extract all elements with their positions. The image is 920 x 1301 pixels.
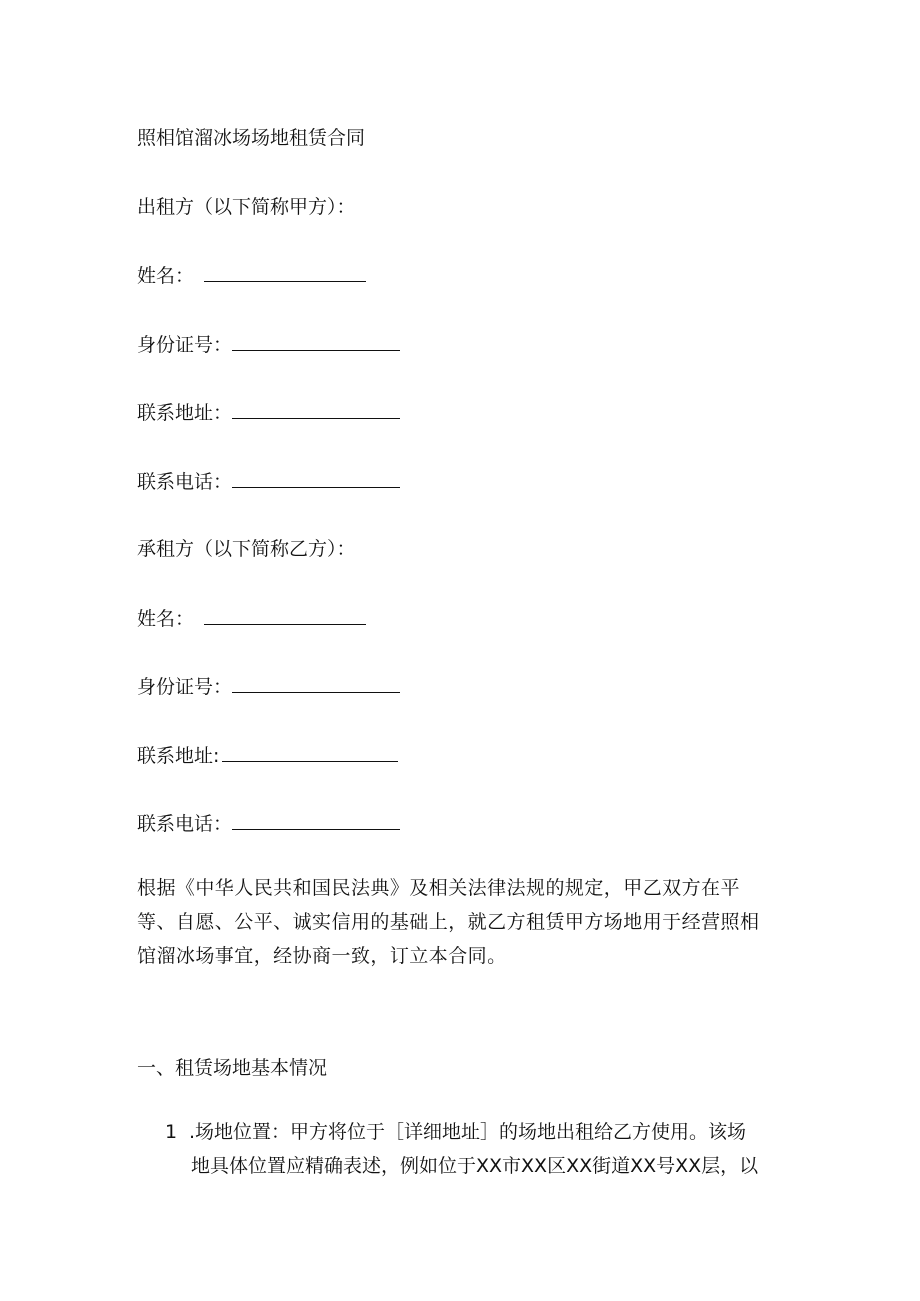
lessee-heading: 承租方（以下简称乙方）： — [137, 538, 356, 560]
preamble-line: 根据《中华人民共和国民法典》及相关法律法规的规定，甲乙双方在平 — [137, 877, 740, 899]
preamble-line: 馆溜冰场事宜，经协商一致，订立本合同。 — [137, 945, 507, 967]
lessee-name-label: 姓名： — [137, 608, 195, 630]
lessor-id-row — [137, 332, 400, 357]
lessee-name-row — [137, 606, 366, 631]
list-item — [165, 1115, 785, 1183]
lessee-id-blank[interactable] — [232, 674, 400, 693]
lessor-address-label: 联系地址： — [137, 402, 233, 424]
item-number: 1 — [165, 1121, 178, 1143]
lessor-phone-label: 联系电话： — [137, 471, 233, 493]
item-text-line: .场地位置：甲方将位于［详细地址］的场地出租给乙方使用。该场 — [189, 1121, 747, 1143]
section-heading: 一、租赁场地基本情况 — [137, 1057, 328, 1079]
lessor-heading: 出租方（以下简称甲方）： — [137, 196, 356, 218]
lessee-address-blank[interactable] — [222, 743, 398, 762]
lessor-id-blank[interactable] — [232, 332, 400, 351]
lessor-name-blank[interactable] — [204, 263, 366, 282]
preamble-line: 等、自愿、公平、诚实信用的基础上，就乙方租赁甲方场地用于经营照相 — [137, 911, 760, 933]
preamble-paragraph — [137, 871, 787, 973]
lessee-phone-blank[interactable] — [232, 811, 400, 830]
item-text-line: 地具体位置应精确表述，例如位于XX市XX区XX街道XX号XX层，以 — [191, 1155, 759, 1177]
lessee-address-label: 联系地址: — [137, 745, 220, 767]
lessee-id-row — [137, 674, 400, 699]
lessor-address-row — [137, 400, 400, 425]
lessor-address-blank[interactable] — [232, 400, 400, 419]
lessee-id-label: 身份证号： — [137, 676, 233, 698]
lessee-phone-label: 联系电话： — [137, 813, 233, 835]
lessor-name-row — [137, 263, 366, 288]
lessor-id-label: 身份证号： — [137, 334, 233, 356]
lessor-name-label: 姓名： — [137, 265, 195, 287]
contract-title: 照相馆溜冰场场地租赁合同 — [137, 127, 366, 149]
lessee-name-blank[interactable] — [204, 606, 366, 625]
lessor-phone-row — [137, 469, 400, 494]
lessor-phone-blank[interactable] — [232, 469, 400, 488]
lessee-phone-row — [137, 811, 400, 836]
lessee-address-row — [137, 743, 398, 768]
